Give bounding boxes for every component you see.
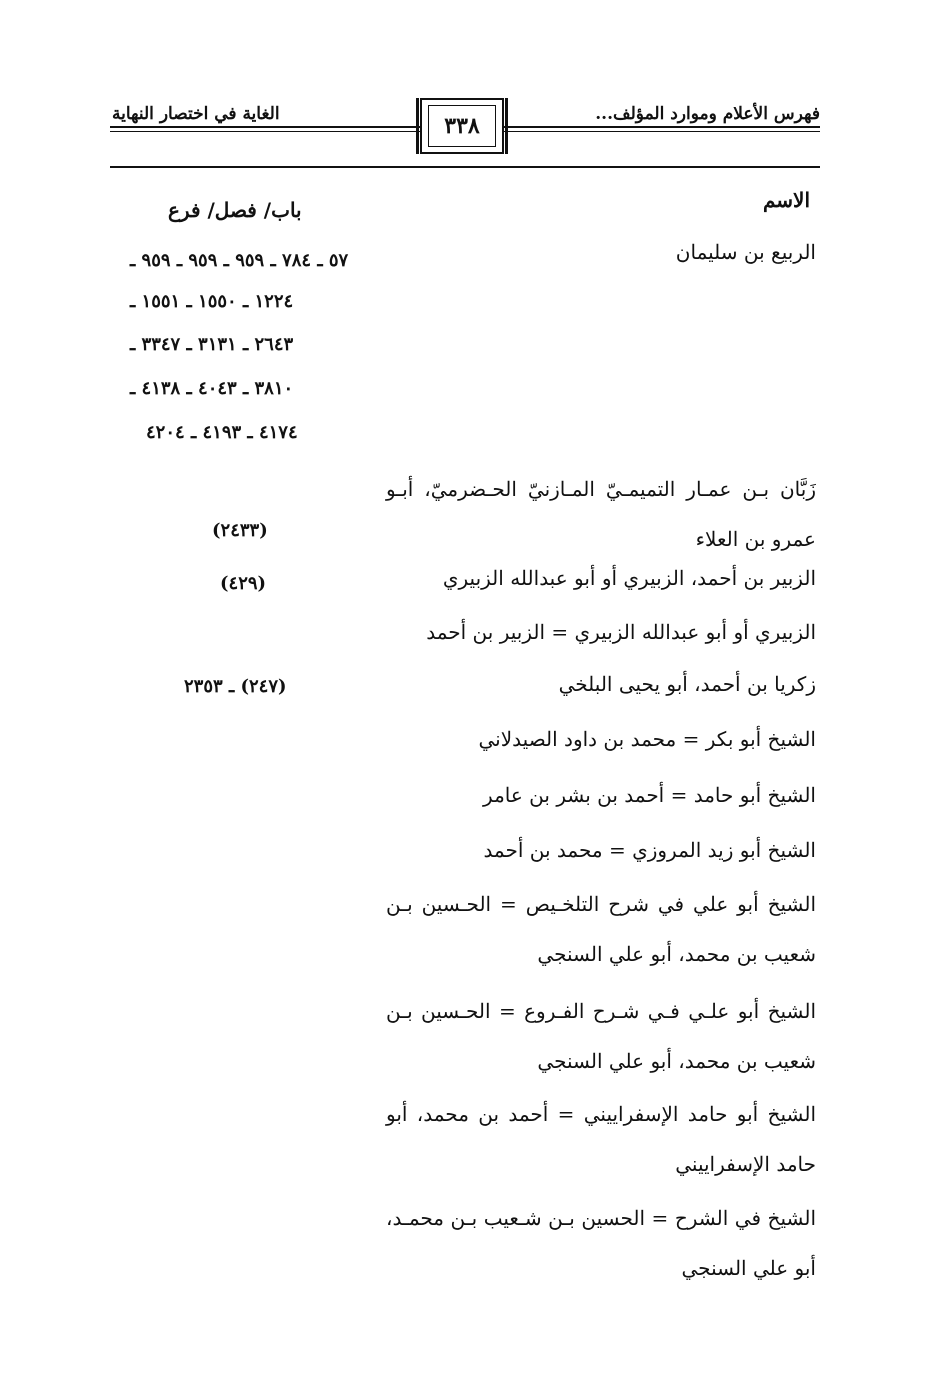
column-title-name: الاسم	[762, 188, 810, 212]
index-entry-ref: (٢٤٣٣)	[212, 520, 268, 541]
index-entry-ref: ٣٨١٠ ـ ٤٠٤٣ ـ ٤١٣٨ ـ	[130, 378, 294, 399]
index-entry-name: الشيخ أبو حامد = أحمد بن بشر بن عامر	[483, 783, 816, 807]
column-title-reference: باب/ فصل/ فرع	[168, 198, 302, 222]
index-entry-name: الزبير بن أحمد، الزبيري أو أبو عبدالله الزبيري	[442, 566, 816, 590]
index-entry-ref: ٢٦٤٣ ـ ٣١٣١ ـ ٣٣٤٧ ـ	[130, 334, 294, 355]
running-header-section-title: فهرس الأعلام وموارد المؤلف...	[595, 104, 820, 124]
index-entry-name: الشيخ في الشرح = الحسين بـن شـعيب بـن محمـد، أبو علي السنجي	[386, 1206, 816, 1280]
index-entry-name: الزبيري أو أبو عبدالله الزبيري = الزبير بن أحمد	[426, 620, 816, 644]
index-entry-name: الشيخ أبو حامد الإسفراييني = أحمد بن محمد، أبو حامد الإسفراييني	[386, 1102, 816, 1176]
index-entry-ref: (٤٢٩)	[220, 573, 267, 594]
table-header-rule	[110, 166, 820, 168]
page-number: ٣٣٨	[428, 105, 496, 147]
index-entry-name: الشيخ أبو علـي فـي شـرح الفـروع = الحـسين بـن شعيب بن محمد، أبو علي السنجي	[386, 999, 816, 1073]
index-entry-ref: ٥٧ ـ ٧٨٤ ـ ٩٥٩ ـ ٩٥٩ ـ ٩٥٩ ـ	[130, 250, 349, 271]
page-number-frame	[420, 98, 504, 154]
frame-ornament-left	[416, 98, 419, 154]
index-entry-ref: ١٢٢٤ ـ ١٥٥٠ ـ ١٥٥١ ـ	[130, 291, 294, 312]
index-entry-name: الشيخ أبو علي في شرح التلخـيص = الحـسين بـن شعيب بن محمد، أبو علي السنجي	[386, 892, 816, 966]
index-entry-name: الشيخ أبو بكر = محمد بن داود الصيدلاني	[478, 727, 816, 751]
index-entry-name: زكريا بن أحمد، أبو يحيى البلخي	[558, 672, 816, 696]
index-entry-ref: (٢٤٧) ـ ٢٣٥٣	[184, 676, 287, 697]
index-entry-name: الشيخ أبو زيد المروزي = محمد بن أحمد	[483, 838, 816, 862]
index-entry-name: زَبَّان بـن عمـار التميمـيّ المـازنيّ الحـضرميّ، أبـو عمرو بن العلاء	[386, 477, 816, 551]
index-entry-name: الربيع بن سليمان	[675, 240, 816, 264]
index-entry-ref: ٤١٧٤ ـ ٤١٩٣ ـ ٤٢٠٤	[146, 422, 298, 443]
running-header-book-title: الغاية في اختصار النهاية	[112, 104, 280, 124]
frame-ornament-right	[505, 98, 508, 154]
